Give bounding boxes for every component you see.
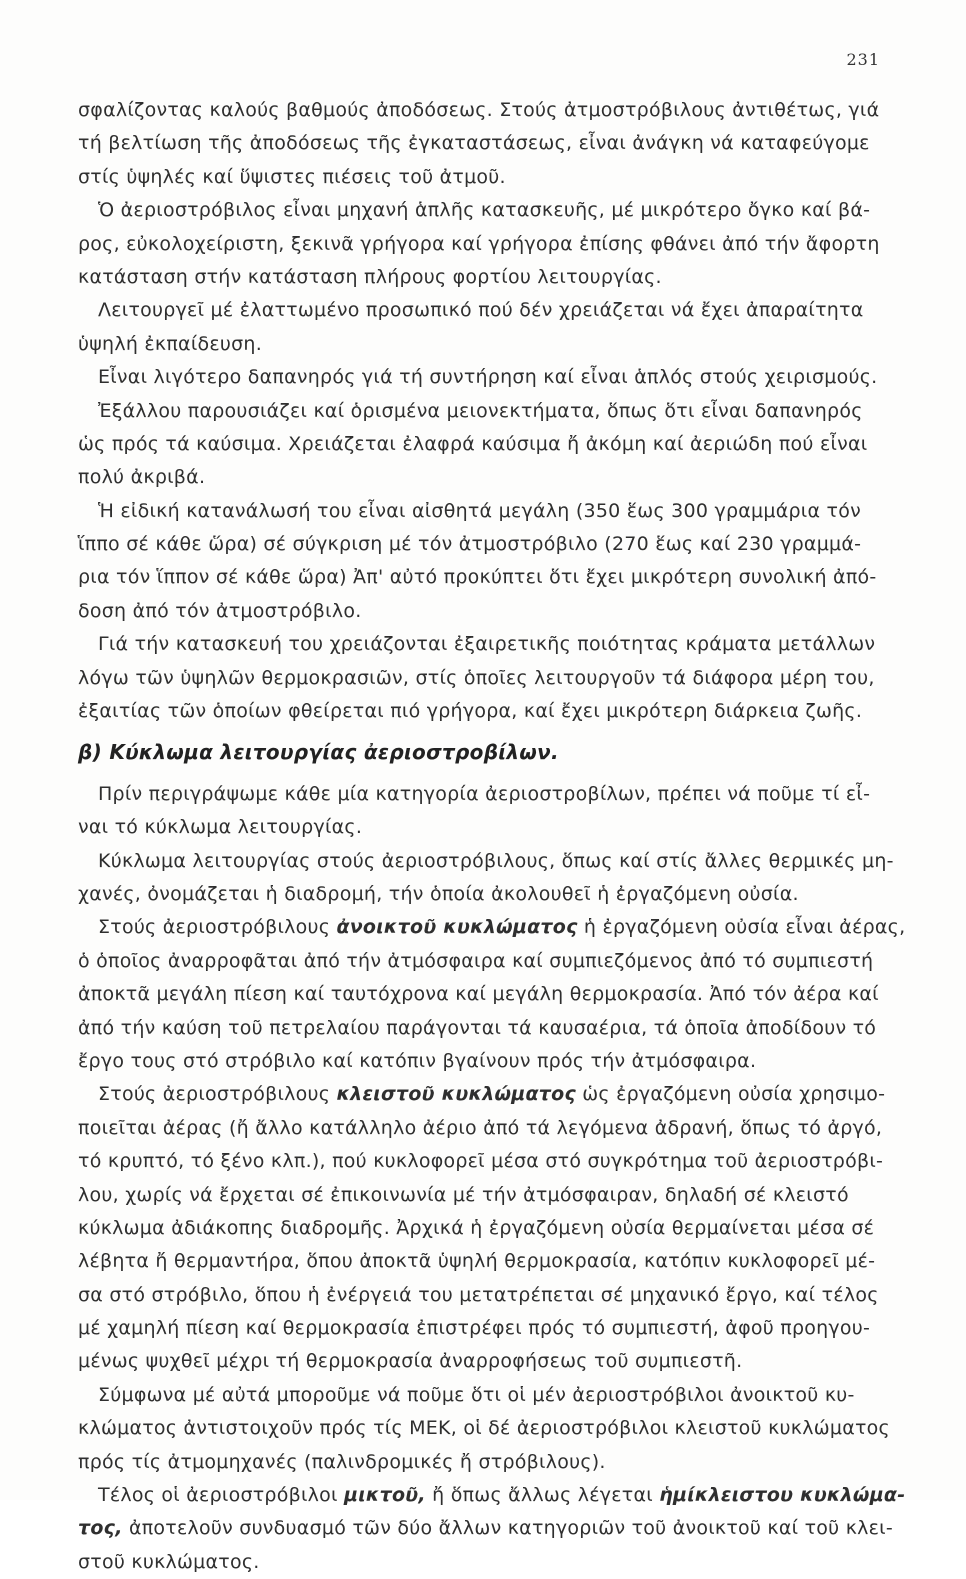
text-line: [78, 1379, 898, 1412]
text-line: [78, 1045, 898, 1078]
text-line: [78, 1112, 898, 1145]
text-segment: πολύ ἀκριβά.: [78, 466, 206, 489]
text-line: [78, 561, 898, 594]
text-segment: Λειτουργεῖ μέ ἐλαττωμένο προσωπικό πού δέν χρειάζεται νά ἔχει ἀπαραίτητα: [98, 299, 864, 322]
text-line: [78, 845, 898, 878]
text-line: [78, 1479, 906, 1512]
text-segment: ρια τόν ἵππον σέ κάθε ὥρα) Ἀπ' αὐτό προκύπτει ὅτι ἔχει μικρότερη συνολική ἀπό-: [78, 566, 877, 589]
text-line: [78, 1312, 898, 1345]
text-line: [78, 978, 898, 1011]
section-heading: β) Κύκλωμα λειτουργίας ἀεριοστροβίλων.: [78, 740, 559, 765]
text-line: [78, 695, 898, 728]
emphasized-term: τος,: [78, 1517, 123, 1540]
text-segment: σφαλίζοντας καλούς βαθμούς ἀποδόσεως. Στούς ἀτμοστρόβιλους ἀντιθέτως, γιά: [78, 99, 880, 121]
text-segment: μένως ψυχθεῖ μέχρι τή θερμοκρασία ἀναρροφήσεως τοῦ συμπιεστῆ.: [78, 1350, 743, 1373]
text-line: [78, 161, 898, 194]
text-segment: τό κρυπτό, τό ξένο κλπ.), πού κυκλοφορεῖ μέσα στό συγκρότημα τοῦ ἀεριοστρόβι-: [78, 1150, 884, 1173]
text-segment: ἀπό τήν καύση τοῦ πετρελαίου παράγονται τά καυσαέρια, τά ὁποῖα ἀποδίδουν τό: [78, 1016, 877, 1039]
text-line: [78, 528, 898, 561]
text-segment: στίς ὑψηλές καί ὕψιστες πιέσεις τοῦ ἀτμοῦ.: [78, 165, 506, 188]
text-segment: στοῦ κυκλώματος.: [78, 1550, 260, 1573]
text-line: [78, 811, 898, 844]
text-segment: ἵππο σέ κάθε ὥρα) σέ σύγκριση μέ τόν ἀτμοστρόβιλο (270 ἕως καί 230 γραμμά-: [78, 533, 862, 556]
text-segment: κατάσταση στήν κατάσταση πλήρους φορτίου λειτουργίας.: [78, 265, 662, 288]
text-line: [78, 911, 906, 944]
text-line: [78, 1446, 898, 1479]
text-segment: σα στό στρόβιλο, ὅπου ἡ ἐνέργειά του μετατρέπεται σέ μηχανικό ἔργο, καί τέλος: [78, 1283, 879, 1306]
text-segment: ἤ ὅπως ἄλλως λέγεται: [425, 1484, 660, 1507]
text-line: [78, 1345, 898, 1378]
paragraphs-part-2: [78, 778, 906, 1579]
text-line: [78, 495, 898, 528]
text-segment: κύκλωμα ἀδιάκοπης διαδρομῆς. Ἀρχικά ἡ ἐργαζόμενη οὐσία θερμαίνεται μέσα σέ: [78, 1216, 875, 1239]
text-segment: Κύκλωμα λειτουργίας στούς ἀεριοστρόβιλους, ὅπως καί στίς ἄλλες θερμικές μη-: [98, 849, 894, 872]
text-segment: Στούς ἀεριοστρόβιλους: [98, 1083, 337, 1106]
text-line: [78, 127, 898, 160]
text-line: [78, 261, 898, 294]
text-segment: λου, χωρίς νά ἔρχεται σέ ἐπικοινωνία μέ τήν ἀτμόσφαιραν, δηλαδή σέ κλειστό: [78, 1183, 849, 1206]
text-segment: κλώματος ἀντιστοιχοῦν πρός τίς ΜΕΚ, οἱ δέ ἀεριοστρόβιλοι κλειστοῦ κυκλώματος: [78, 1417, 890, 1440]
text-line: [78, 328, 898, 361]
text-segment: ὡς ἐργαζόμενη οὐσία χρησιμο-: [575, 1083, 886, 1106]
text-line: [78, 94, 898, 127]
text-segment: Σύμφωνα μέ αὐτά μποροῦμε νά ποῦμε ὅτι οἱ μέν ἀεριοστρόβιλοι ἀνοικτοῦ κυ-: [98, 1383, 855, 1406]
page-number: 231: [846, 50, 880, 69]
text-segment: ρος, εὐκολοχείριστη, ξεκινᾶ γρήγορα καί γρήγορα ἐπίσης φθάνει ἀπό τήν ἄφορτη: [78, 232, 880, 255]
text-segment: δοση ἀπό τόν ἀτμοστρόβιλο.: [78, 599, 362, 622]
text-line: [78, 361, 898, 394]
text-segment: μέ χαμηλή πίεση καί θερμοκρασία ἐπιστρέφει πρός τό συμπιεστή, ἀφοῦ προηγου-: [78, 1317, 871, 1340]
emphasized-term: κλειστοῦ κυκλώματος: [336, 1083, 576, 1106]
paragraphs-part-1: [78, 94, 898, 728]
text-segment: Ἡ εἰδική κατανάλωσή του εἶναι αἰσθητά μεγάλη (350 ἕως 300 γραμμάρια τόν: [98, 499, 861, 522]
text-segment: ἔργο τους στό στρόβιλο καί κατόπιν βγαίνουν πρός τήν ἀτμόσφαιρα.: [78, 1049, 757, 1072]
text-line: [78, 1412, 898, 1445]
text-segment: Εἶναι λιγότερο δαπανηρός γιά τή συντήρηση καί εἶναι ἁπλός στούς χειρισμούς.: [98, 366, 878, 389]
emphasized-term: μικτοῦ,: [344, 1484, 426, 1507]
text-line: [78, 194, 898, 227]
text-segment: Ἐξάλλου παρουσιάζει καί ὁρισμένα μειονεκτήματα, ὅπως ὅτι εἶναι δαπανηρός: [98, 399, 863, 422]
text-segment: ἡ ἐργαζόμενη οὐσία εἶναι ἀέρας,: [577, 916, 906, 939]
text-line: [78, 662, 898, 695]
text-segment: ἐξαιτίας τῶν ὁποίων φθείρεται πιό γρήγορα, καί ἔχει μικρότερη διάρκεια ζωῆς.: [78, 700, 863, 723]
text-line: [78, 778, 898, 811]
text-segment: ἀποτελοῦν συνδυασμό τῶν δύο ἄλλων κατηγοριῶν τοῦ ἀνοικτοῦ καί τοῦ κλει-: [122, 1517, 893, 1540]
text-body: [78, 94, 906, 1579]
text-line: [78, 1078, 898, 1111]
text-segment: Στούς ἀεριοστρόβιλους: [98, 916, 337, 939]
text-line: [78, 395, 898, 428]
text-segment: τή βελτίωση τῆς ἀποδόσεως τῆς ἐγκαταστάσεως, εἶναι ἀνάγκη νά καταφεύγομε: [78, 132, 870, 155]
text-line: [78, 628, 898, 661]
text-line: [78, 1245, 898, 1278]
text-segment: ὡς πρός τά καύσιμα. Χρειάζεται ἐλαφρά καύσιμα ἤ ἀκόμη καί ἀεριώδη πού εἶναι: [78, 432, 868, 455]
text-line: [78, 428, 898, 461]
text-line: [78, 228, 898, 261]
text-segment: Ὁ ἀεριοστρόβιλος εἶναι μηχανή ἁπλῆς κατασκευῆς, μέ μικρότερο ὄγκο καί βά-: [98, 199, 871, 222]
text-line: [78, 1179, 898, 1212]
text-segment: ποιεῖται ἀέρας (ἤ ἄλλο κατάλληλο ἀέριο ἀπό τά λεγόμενα ἀδρανή, ὅπως τό ἀργό,: [78, 1116, 883, 1139]
text-segment: ναι τό κύκλωμα λειτουργίας.: [78, 816, 363, 839]
emphasized-term: ἡμίκλειστου κυκλώμα-: [659, 1484, 906, 1507]
text-segment: ἀποκτᾶ μεγάλη πίεση καί ταυτόχρονα καί μεγάλη θερμοκρασία. Ἀπό τόν ἀέρα καί: [78, 983, 879, 1006]
text-line: [78, 461, 898, 494]
text-line: [78, 1212, 898, 1245]
text-line: [78, 1279, 898, 1312]
text-line: [78, 294, 898, 327]
emphasized-term: ἀνοικτοῦ κυκλώματος: [336, 916, 578, 939]
text-line: [78, 1512, 898, 1545]
text-segment: πρός τίς ἀτμομηχανές (παλινδρομικές ἤ στρόβιλους).: [78, 1450, 606, 1473]
text-line: [78, 878, 898, 911]
text-segment: Τέλος οἱ ἀεριοστρόβιλοι: [98, 1484, 344, 1507]
text-line: [78, 1012, 898, 1045]
text-segment: λόγω τῶν ὑψηλῶν θερμοκρασιῶν, στίς ὁποῖες λειτουργοῦν τά διάφορα μέρη του,: [78, 666, 875, 689]
text-line: [78, 595, 898, 628]
text-segment: λέβητα ἤ θερμαντήρα, ὅπου ἀποκτᾶ ὑψηλή θερμοκρασία, κατόπιν κυκλοφορεῖ μέ-: [78, 1250, 876, 1273]
text-segment: Πρίν περιγράψωμε κάθε μία κατηγορία ἀεριοστροβίλων, πρέπει νά ποῦμε τί εἶ-: [98, 782, 871, 805]
text-segment: χανές, ὀνομάζεται ἡ διαδρομή, τήν ὁποία ἀκολουθεῖ ἡ ἐργαζόμενη οὐσία.: [78, 882, 799, 905]
text-line: [78, 1145, 898, 1178]
text-segment: Γιά τήν κατασκευή του χρειάζονται ἐξαιρετικῆς ποιότητας κράματα μετάλλων: [98, 633, 876, 656]
text-line: [78, 945, 898, 978]
text-line: [78, 1546, 898, 1579]
text-segment: ὁ ὁποῖος ἀναρροφᾶται ἀπό τήν ἀτμόσφαιρα καί συμπιεζόμενος ἀπό τό συμπιεστή: [78, 949, 874, 972]
text-segment: ὑψηλή ἐκπαίδευση.: [78, 332, 263, 355]
